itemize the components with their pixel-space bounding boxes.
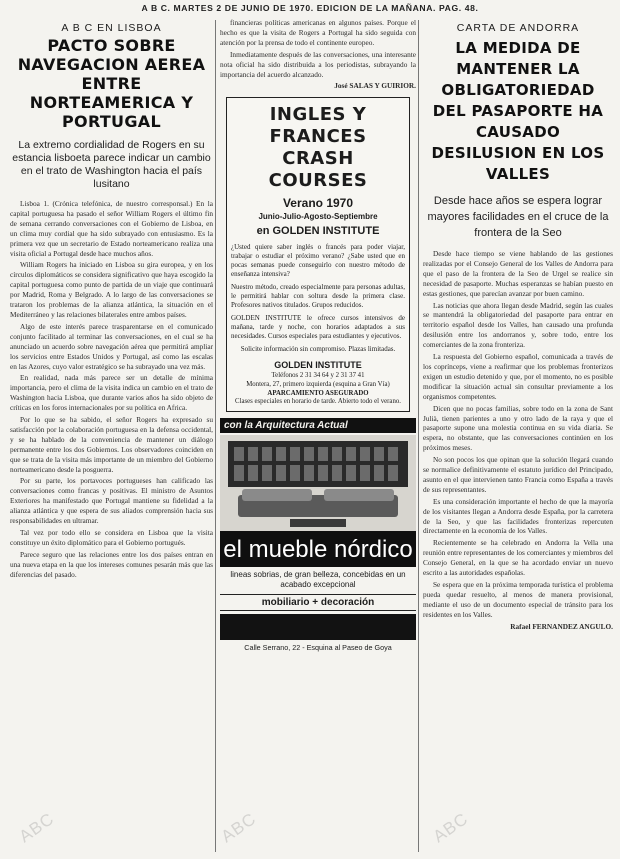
body-paragraph: Las noticias que ahora llegan desde Madrid, según las cuales se mantendrá la obligatoriedad del pasaporte para entrar en territorio español desde los Valles, han causado una profunda desilusión entre los andorranos y, sobre todo, entre los comerciantes de la zona fronteriza. bbox=[423, 300, 613, 350]
column-rule bbox=[215, 20, 216, 852]
ad-category-bar: mobiliario + decoración bbox=[220, 594, 416, 611]
ad-address: Calle Serrano, 22 - Esquina al Paseo de Goya bbox=[244, 642, 392, 652]
section-label: A B C EN LISBOA bbox=[61, 22, 162, 34]
body-paragraph: Por su parte, los portavoces portugueses han calificado las conversaciones como francas y positivas. El ministro de Asuntos Exteriores ha manifestado que Portugal mantiene su fidelidad a la alianza atlántica y que espera de sus aliados comprensión hacia sus responsabilidades en ultramar. bbox=[10, 476, 213, 526]
headline: PACTO SOBRE NAVEGACION AEREA ENTRE NORTEAMERICA Y PORTUGAL bbox=[17, 36, 206, 131]
watermark: ABC bbox=[429, 808, 472, 847]
section-label: CARTA DE ANDORRA bbox=[456, 22, 580, 34]
headline: LA MEDIDA DE MANTENER LA OBLIGATORIEDAD DEL PASAPORTE HA CAUSADO DESILUSION EN LOS VALLES bbox=[431, 39, 605, 183]
middle-column bbox=[217, 18, 416, 853]
ad-contact-line: Montera, 27, primero izquierda (esquina a Gran Vía) bbox=[246, 380, 390, 388]
ad-title: INGLES Y FRANCES CRASH COURSES bbox=[268, 104, 368, 192]
furniture-photo bbox=[220, 435, 416, 531]
ad-brand-title: el mueble nórdico bbox=[223, 535, 413, 563]
body-paragraph: Parece seguro que las relaciones entre los dos países entran en una nueva etapa en la que los intereses comunes pesarán más que las diferencias del pasado. bbox=[10, 549, 213, 579]
ad-contact-title: GOLDEN INSTITUTE bbox=[274, 360, 362, 371]
store-logo bbox=[220, 614, 416, 640]
left-article bbox=[10, 18, 213, 853]
body-paragraph: La respuesta del Gobierno español, comunicada a través de los coprínceps, viene a reafirmar que los problemas fronterizos exigen un estudio detenido y que, por el momento, no es posible modificar la situación actual sin consultar previamente a los organismos competentes. bbox=[423, 352, 613, 401]
body-paragraph: Lisboa 1. (Crónica telefónica, de nuestro corresponsal.) En la capital portuguesa ha pasado el señor William Rogers el último fin de semana cerrando conversaciones con el Gobierno de Lisboa, en un clima muy cordial que ha sido subrayado con entusiasmo. Es la primera vez que un secretario de Estado norteamericano realiza una visita oficial a Portugal desde hace muchos años. bbox=[10, 199, 213, 258]
byline: José SALAS Y GUIRIOR. bbox=[334, 81, 416, 91]
body-paragraph: Tal vez por todo ello se considera en Lisboa que la visita constituye un éxito diplomático para el Gobierno portugués. bbox=[10, 528, 213, 547]
ad-paragraph: ¿Usted quiere saber inglés o francés para poder viajar, trabajar o estudiar el próximo verano? ¿Sabe usted que en pocas semanas puede conseguirlo con nuestro método de enseñanza intensiva? bbox=[231, 243, 405, 279]
body-paragraph: Se espera que en la próxima temporada turística el problema pueda quedar resuelto, al menos de manera provisional, mediante el uso de un documento especial de tránsito para los residentes en los Valles. bbox=[423, 580, 613, 619]
body-paragraph: En realidad, nada más parece ser un detalle de mínima importancia, pero el clima de la visita indica un cambio en el trato de Washington hacia Lisboa, que durante varios años ha sido objeto de críticas en los foros internacionales por su política en Africa. bbox=[10, 373, 213, 413]
column-rule bbox=[418, 20, 419, 852]
right-article bbox=[423, 18, 613, 853]
body-paragraph: Inmediatamente después de las conversaciones, una interesante nota oficial ha sido distribuida a los periodistas, subrayando la importancia del acuerdo alcanzado. bbox=[220, 49, 416, 79]
ad-banner: con la Arquitectura Actual bbox=[220, 418, 416, 433]
ad-paragraph: GOLDEN INSTITUTE le ofrece cursos intensivos de mañana, tarde y noche, con horarios adaptados a sus necesidades. Cursos especiales para estudiantes y ejecutivos. bbox=[231, 314, 405, 341]
ad-season: Verano 1970 bbox=[282, 196, 354, 211]
ad-tagline: lineas sobrias, de gran belleza, concebidas en un acabado excepcional bbox=[230, 569, 406, 589]
ad-contact-line: Teléfonos 2 31 34 64 y 2 31 37 41 bbox=[271, 372, 365, 380]
subheadline: Desde hace años se espera lograr mayores facilidades en el cruce de la frontera de la Seo bbox=[427, 195, 609, 239]
ad-brand-block bbox=[220, 531, 416, 567]
body-paragraph: Dicen que no pocas familias, sobre todo en la zona de Sant Julià, tienen parientes a uno y otro lado de la raya y que el pasaporte supone una molestia continua en su vida diaria. Se espera, no obstante, que las conversaciones continúen en los próximos meses. bbox=[423, 403, 613, 453]
body-paragraph: Es una consideración importante el hecho de que la mayoría de los visitantes llegan a Andorra desde España, por la carretera de la Seo, y que las facilidades fronterizas repercuten directamente en la economía de los Valles. bbox=[423, 496, 613, 536]
body-paragraph: Recientemente se ha celebrado en Andorra la Vella una reunión entre representantes de los comerciantes y miembros del Consejo General, en la que se ha acordado enviar un nuevo escrito a las autoridades españolas. bbox=[423, 538, 613, 578]
furniture-ad bbox=[220, 418, 416, 652]
language-course-ad bbox=[226, 97, 410, 411]
ad-institute: en GOLDEN INSTITUTE bbox=[256, 225, 380, 238]
furniture-illustration bbox=[220, 435, 416, 531]
ad-contact-line: APARCAMIENTO ASEGURADO bbox=[267, 389, 369, 397]
watermark: ABC bbox=[217, 808, 260, 847]
watermark: ABC bbox=[15, 808, 58, 847]
byline: Rafael FERNANDEZ ANGULO. bbox=[510, 621, 613, 631]
subheadline: La extremo cordialidad de Rogers en su estancia lisboeta parece indicar un cambio en el trato de Washington hacia el país lusitano bbox=[12, 139, 211, 190]
ad-note: Solicite información sin compromiso. Plazas limitadas. bbox=[240, 345, 396, 354]
body-paragraph: No son pocos los que opinan que la solución llegará cuando se normalice definitivamente el estatuto jurídico del Principado, asunto en el que intervienen tanto Francia como España a través de sus representantes. bbox=[423, 455, 613, 494]
page-header: A B C. MARTES 2 DE JUNIO DE 1970. EDICION DE LA MAÑANA. PAG. 48. bbox=[141, 3, 479, 13]
body-paragraph: Algo de este interés parece trasparentarse en el comunicado conjunto facilitado al terminar las conversaciones, en el cual se ha anunciado un acuerdo sobre navegación aérea que permitirá ampliar los servicios entre Estados Unidos y Portugal, así como las escalas en las Azores, cuyo valor estratégico se ha subrayado una vez más. bbox=[10, 321, 213, 371]
body-paragraph: financieras políticas americanas en algunos países. Porque el hecho es que la visita de Rogers a Portugal ha sido seguida con atención por la prensa de todo el continente europeo. bbox=[220, 18, 416, 47]
ad-contact-line: Clases especiales en horario de tarde. Abierto todo el verano. bbox=[235, 398, 401, 406]
body-paragraph: William Rogers ha iniciado en Lisboa su gira europea, y en los círculos diplomáticos se considera significativo que haya escogido la capital portuguesa como punto de partida de un viaje que continuará por Madrid, Roma y Belgrado. A lo largo de las conversaciones se trataron los problemas de la alianza atlántica, la situación en el Mediterráneo y las relaciones bilaterales entre ambos países. bbox=[10, 260, 213, 319]
body-paragraph: Desde hace tiempo se viene hablando de las gestiones realizadas por el Consejo General de los Valles de Andorra para que el paso de la frontera de la Seo de Urgel se realice sin necesidad de pasaporte. Muchas esperanzas se habían puesto en estas gestiones, que parecían avanzar por buen camino. bbox=[423, 249, 613, 298]
body-paragraph: Por lo que se ha sabido, el señor Rogers ha expresado su satisfacción por la colaboración portuguesa en la defensa occidental, y se ha hablado de la conveniencia de mantener un diálogo permanente entre los dos Gobiernos. Los observadores coinciden en que se trata de la visita más importante de un miembro del Gobierno norteamericano desde la posguerra. bbox=[10, 415, 213, 474]
ad-months: Junio-Julio-Agosto-Septiembre bbox=[258, 212, 378, 222]
ad-paragraph: Nuestro método, creado especialmente para personas adultas, le permitirá hablar con soltura desde la primera clase. Profesores nativos titulados. Grupos reducidos. bbox=[231, 283, 405, 310]
